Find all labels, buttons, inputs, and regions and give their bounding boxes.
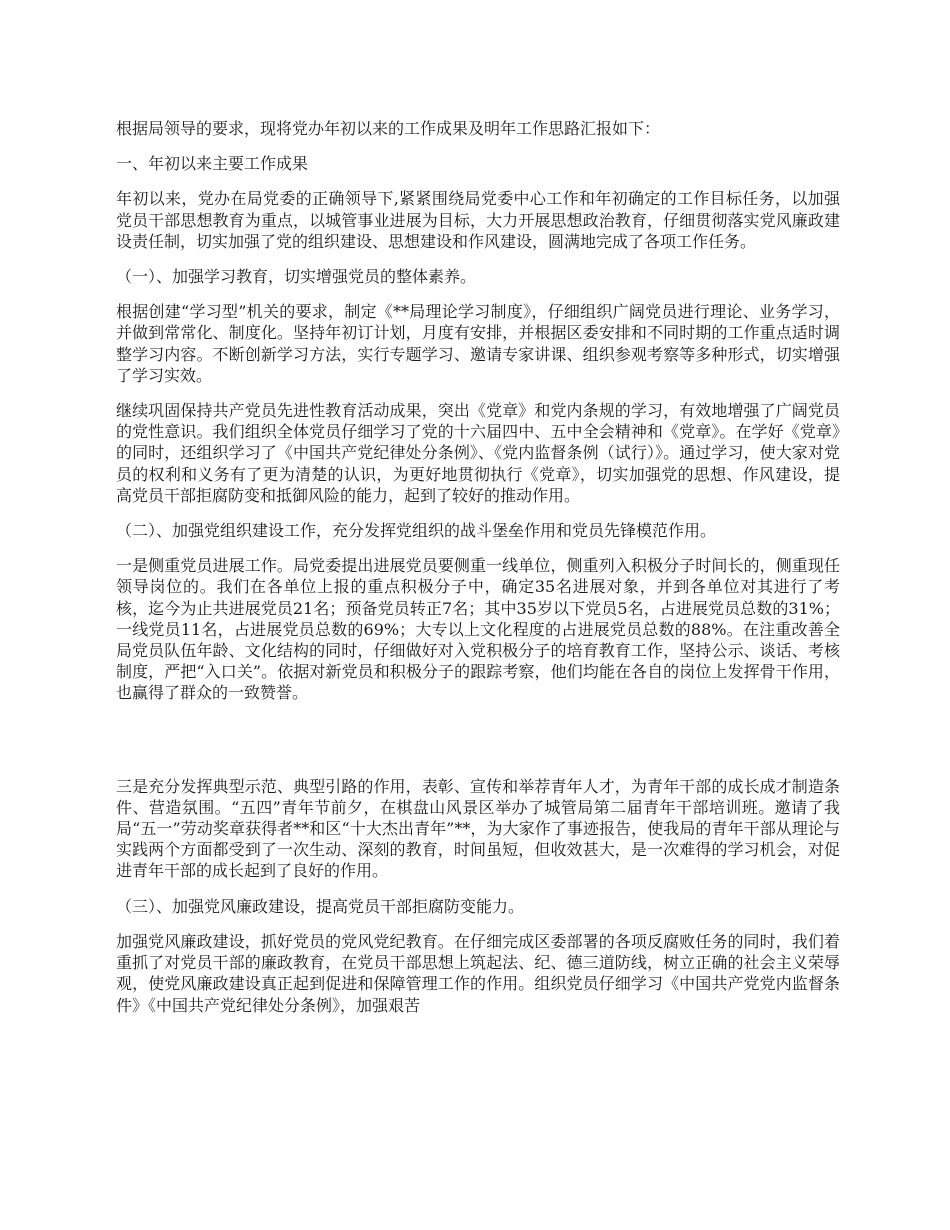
subsection-heading-3: （三）、加强党风廉政建设，提高党员干部拒腐防变能力。 bbox=[116, 896, 525, 916]
body-paragraph: 三是充分发挥典型示范、典型引路的作用，表彰、宣传和举荐青年人才，为青年干部的成长成才制造条件、营造氛围。“五四”青年节前夕，在棋盘山风景区举办了城管局第二届青年干部培训班。邀请了我局“五一”劳动奖章获得者**和区“十大杰出青年”**，为大家作了事迹报告，使我局的青年干部从理论与实践两个方面都受到了一次生动、深刻的教育，时间虽短，但收效甚大，是一次难得的学习机会，对促进青年干部的成长起到了良好的作用。 bbox=[116, 776, 840, 881]
subsection-heading-2: （二）、加强党组织建设工作，充分发挥党组织的战斗堡垒作用和党员先锋模范作用。 bbox=[116, 521, 717, 541]
section-heading-1: 一、年初以来主要工作成果 bbox=[116, 154, 309, 174]
body-paragraph: 继续巩固保持共产党员先进性教育活动成果，突出《党章》和党内条规的学习，有效地增强了广阔党员的党性意识。我们组织全体党员仔细学习了党的十六届四中、五中全会精神和《党章》。在学好《党章》的同时，还组织学习了《中国共产党纪律处分条例》、《党内监督条例（试行）》。通过学习，使大家对党员的权利和义务有了更为清楚的认识，为更好地贯彻执行《党章》，切实加强党的思想、作风建设，提高党员干部拒腐防变和抵御风险的能力，起到了较好的推动作用。 bbox=[116, 401, 840, 505]
blank-gap bbox=[116, 718, 840, 776]
body-paragraph: 根据创建“学习型”机关的要求，制定《**局理论学习制度》，仔细组织广阔党员进行理论、业务学习，并做到常常化、制度化。坚持年初订计划，月度有安排，并根据区委安排和不同时期的工作重点适时调整学习内容。不断创新学习方法，实行专题学习、邀请专家讲课、组织参观考察等多种形式，切实增强了学习实效。 bbox=[116, 302, 840, 385]
body-paragraph: 年初以来，党办在局党委的正确领导下,紧紧围绕局党委中心工作和年初确定的工作目标任务，以加强党员干部思想教育为重点，以城管事业进展为目标，大力开展思想政治教育，仔细贯彻落实党风廉政建设责任制，切实加强了党的组织建设、思想建设和作风建设，圆满地完成了各项工作任务。 bbox=[116, 189, 840, 251]
body-paragraph: 一是侧重党员进展工作。局党委提出进展党员要侧重一线单位，侧重列入积极分子时间长的，侧重现任领导岗位的。我们在各单位上报的重点积极分子中，确定35名进展对象，并到各单位对其进行了考核，迄今为止共进展党员21名；预备党员转正7名；其中35岁以下党员5名，占进展党员总数的31%；一线党员11名，占进展党员总数的69%；大专以上文化程度的占进展党员总数的88%。在注重改善全局党员队伍年龄、文化结构的同时，仔细做好对入党积极分子的培育教育工作，坚持公示、谈话、考核制度，严把“入口关”。依据对新党员和积极分子的跟踪考察，他们均能在各自的岗位上发挥骨干作用，也赢得了群众的一致赞誉。 bbox=[116, 556, 840, 703]
body-paragraph: 加强党风廉政建设，抓好党员的党风党纪教育。在仔细完成区委部署的各项反腐败任务的同时，我们着重抓了对党员干部的廉政教育，在党员干部思想上筑起法、纪、德三道防线，树立正确的社会主义荣辱观，使党风廉政建设真正起到促进和保障管理工作的作用。组织党员仔细学习《中国共产党党内监督条件》《中国共产党纪律处分条例》，加强艰苦 bbox=[116, 931, 840, 1015]
subsection-heading-1: （一）、加强学习教育，切实增强党员的整体素养。 bbox=[116, 267, 477, 287]
intro-paragraph: 根据局领导的要求，现将党办年初以来的工作成果及明年工作思路汇报如下： bbox=[116, 119, 661, 138]
document-body bbox=[116, 118, 840, 1030]
